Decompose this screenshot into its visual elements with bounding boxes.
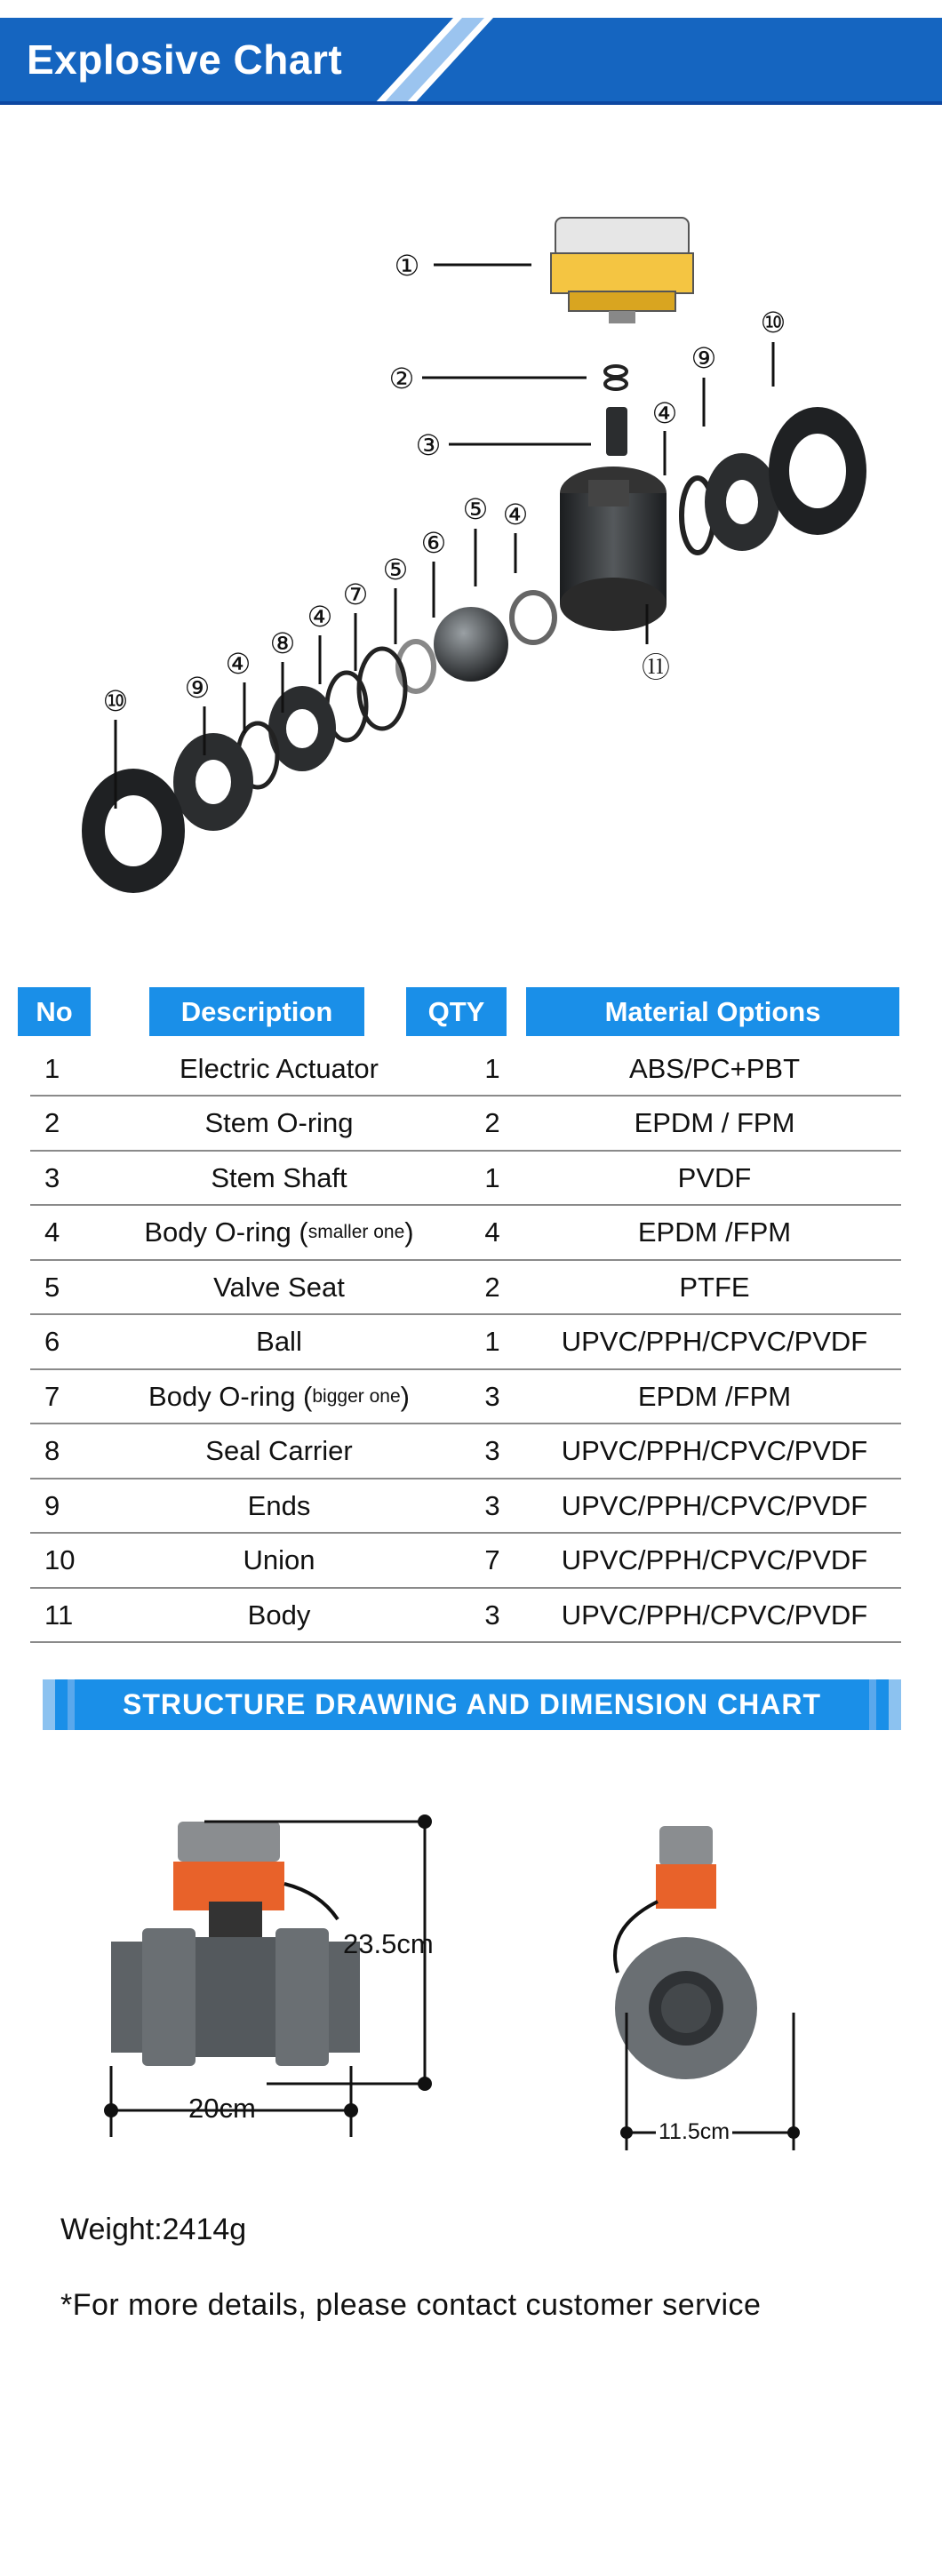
table-row	[30, 1535, 901, 1589]
cell-qty: 1	[484, 1326, 500, 1357]
cell-description	[92, 1042, 466, 1095]
cell-description	[92, 1207, 466, 1259]
cell-material: UPVC/PPH/CPVC/PVDF	[561, 1326, 868, 1357]
cell-no: 2	[44, 1107, 60, 1138]
description-text: Body O-ring (	[148, 1380, 313, 1412]
cell-qty: 7	[484, 1544, 500, 1575]
description-tail: )	[404, 1216, 414, 1248]
callout-11: ⑪	[641, 650, 671, 684]
callout-5: ⑤	[382, 553, 409, 586]
description-text: Valve Seat	[213, 1271, 345, 1303]
cell-qty: 3	[484, 1380, 500, 1412]
page-title: Explosive Chart	[27, 36, 343, 83]
callout-1: ①	[394, 249, 420, 283]
cell-material: PVDF	[677, 1161, 752, 1193]
table-row	[30, 1316, 901, 1370]
header-material: Material Options	[526, 987, 899, 1036]
callout-4: ④	[225, 647, 251, 681]
cell-no: 1	[44, 1052, 60, 1084]
description-text: Seal Carrier	[205, 1435, 353, 1466]
table-row	[30, 1589, 901, 1643]
cell-description	[92, 1535, 466, 1587]
callout-6: ⑥	[420, 526, 447, 560]
cell-description	[92, 1097, 466, 1150]
cell-description	[92, 1479, 466, 1532]
cell-material: ABS/PC+PBT	[628, 1052, 801, 1084]
cell-no: 3	[44, 1161, 60, 1193]
header-qty: QTY	[406, 987, 507, 1036]
cell-material: PTFE	[679, 1271, 750, 1303]
description-text: Ends	[247, 1489, 311, 1521]
callout-4: ④	[651, 396, 678, 430]
cell-description	[92, 1425, 466, 1478]
cell-description	[92, 1370, 466, 1423]
table-row	[30, 1370, 901, 1424]
exploded-diagram	[0, 151, 942, 951]
header-no: No	[18, 987, 91, 1036]
valve-front-view	[111, 1822, 360, 2066]
cell-no: 4	[44, 1216, 60, 1248]
cell-no: 5	[44, 1271, 60, 1303]
weight-text: Weight:2414g	[60, 2213, 247, 2246]
table-row	[30, 1097, 901, 1152]
cell-description	[92, 1316, 466, 1368]
callout-10: ⑩	[760, 306, 786, 339]
cell-qty: 4	[484, 1216, 500, 1248]
table-row	[30, 1479, 901, 1534]
valve-side-view	[615, 1826, 757, 2079]
cell-no: 6	[44, 1326, 60, 1357]
description-text: Union	[243, 1544, 315, 1575]
row-divider	[30, 1641, 901, 1643]
cell-qty: 1	[484, 1052, 500, 1084]
cell-material: EPDM /FPM	[637, 1216, 792, 1248]
cell-material: EPDM / FPM	[634, 1107, 795, 1138]
description-text: Stem O-ring	[204, 1107, 354, 1138]
cell-qty: 1	[484, 1161, 500, 1193]
cell-material: UPVC/PPH/CPVC/PVDF	[561, 1599, 868, 1631]
cell-no: 8	[44, 1435, 60, 1466]
table-row	[30, 1042, 901, 1097]
cell-description	[92, 1152, 466, 1204]
cell-material: UPVC/PPH/CPVC/PVDF	[561, 1544, 868, 1575]
cell-material: UPVC/PPH/CPVC/PVDF	[561, 1435, 868, 1466]
contact-note: *For more details, please contact customer service	[60, 2288, 762, 2322]
height-dimension: 23.5cm	[343, 1928, 434, 1959]
callout-5: ⑤	[462, 492, 489, 526]
description-note: bigger one	[312, 1385, 401, 1407]
width-dimension: 20cm	[188, 2093, 256, 2124]
description-text: Body O-ring (	[144, 1216, 308, 1248]
callout-4: ④	[307, 600, 333, 634]
dimension-drawing	[0, 1786, 942, 2159]
section-title: STRUCTURE DRAWING AND DIMENSION CHART	[122, 1688, 821, 1720]
description-note: smaller one	[307, 1222, 405, 1242]
callout-9: ⑨	[184, 671, 211, 705]
cell-qty: 3	[484, 1599, 500, 1631]
cell-qty: 2	[484, 1107, 500, 1138]
actuator-part	[551, 218, 693, 323]
callout-3: ③	[415, 428, 442, 462]
table-row	[30, 1425, 901, 1479]
cell-material: EPDM /FPM	[637, 1380, 792, 1412]
table-row	[30, 1207, 901, 1261]
callout-7: ⑦	[342, 578, 369, 611]
cell-no: 9	[44, 1489, 60, 1521]
callout-9: ⑨	[691, 341, 717, 375]
callout-2: ②	[388, 362, 415, 395]
cell-description	[92, 1261, 466, 1313]
callout-10: ⑩	[102, 684, 129, 718]
cell-no: 10	[44, 1544, 76, 1575]
cell-description	[92, 1589, 466, 1641]
callout-4: ④	[502, 498, 529, 531]
cell-qty: 3	[484, 1489, 500, 1521]
cell-material: UPVC/PPH/CPVC/PVDF	[561, 1489, 868, 1521]
callout-8: ⑧	[269, 626, 296, 660]
cell-qty: 3	[484, 1435, 500, 1466]
table-row	[30, 1261, 901, 1315]
cell-no: 11	[44, 1599, 74, 1631]
header-description: Description	[149, 987, 364, 1036]
valve-body-part	[560, 467, 667, 631]
description-text: Electric Actuator	[180, 1052, 379, 1084]
table-row	[30, 1152, 901, 1206]
cell-qty: 2	[484, 1271, 500, 1303]
depth-dimension: 11.5cm	[656, 2119, 732, 2145]
description-text: Stem Shaft	[211, 1161, 347, 1193]
description-text: Ball	[256, 1326, 302, 1357]
description-text: Body	[247, 1599, 311, 1631]
cell-no: 7	[44, 1380, 60, 1412]
description-tail: )	[400, 1380, 410, 1412]
